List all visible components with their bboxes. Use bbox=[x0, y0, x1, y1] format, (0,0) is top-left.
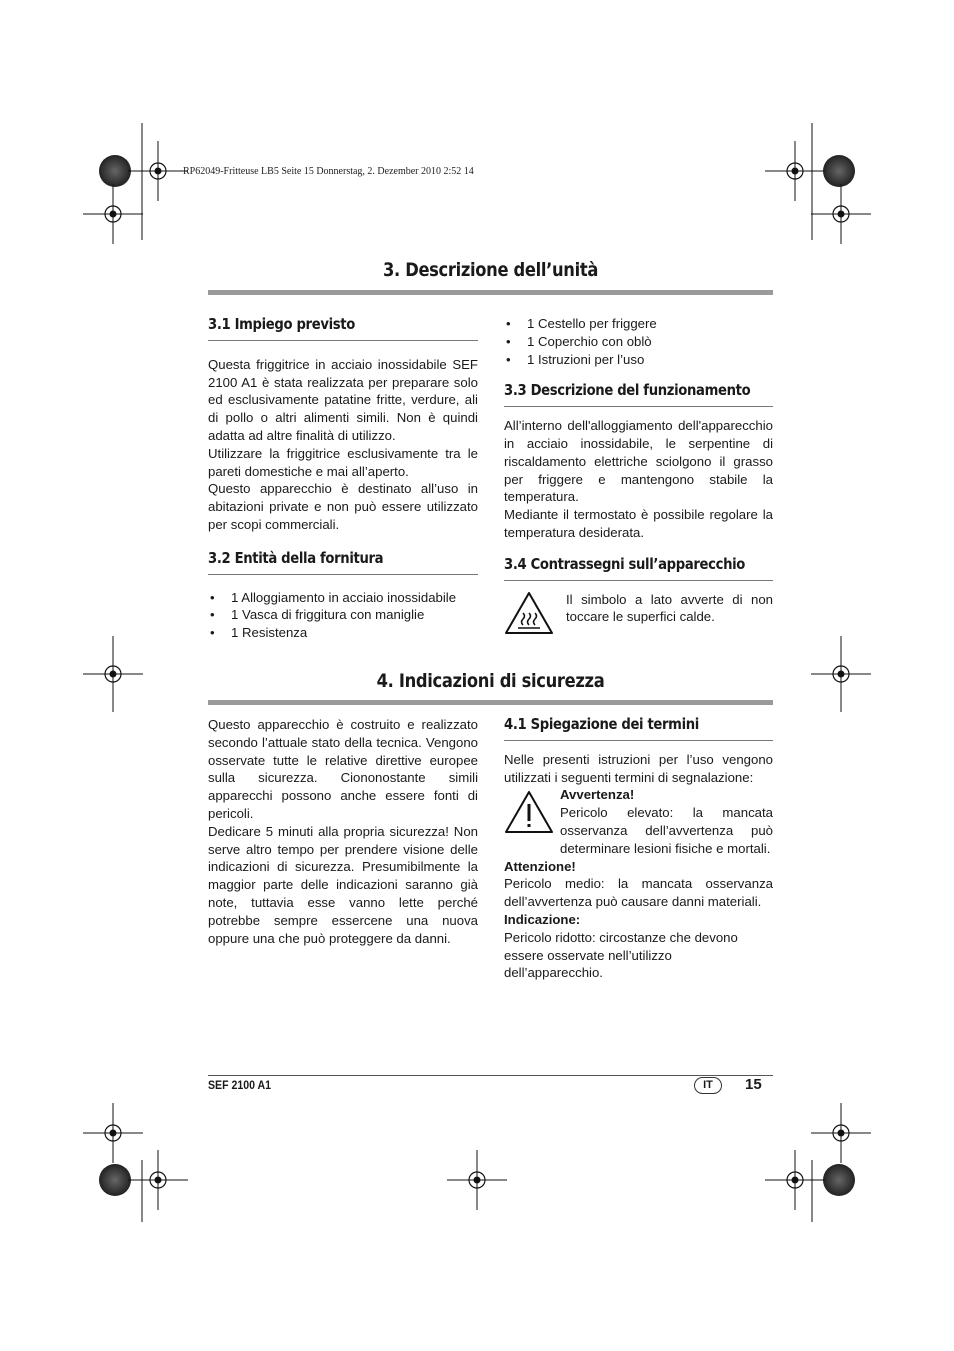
delivery-list bbox=[208, 589, 478, 642]
right-column-chapter-4 bbox=[504, 716, 773, 982]
safety-intro-1: Questo apparecchio è costruito e realizzato secondo l’attuale stato della tecnica. Vengono osservate tutte le relative direttive europee sulla sicurezza. Ciononostante simili apparecchi possono anche essere fonti di pericoli. bbox=[208, 717, 478, 821]
list-item: • 1 Cestello per friggere bbox=[504, 315, 773, 333]
delivery-list-continued bbox=[504, 315, 773, 368]
warning-text: Pericolo elevato: la mancata osservanza dell’avvertenza può determinare lesioni fisiche e mortali. bbox=[560, 805, 773, 856]
page-number: 15 bbox=[745, 1076, 762, 1093]
section-rule bbox=[504, 740, 773, 741]
hot-surface-warning-icon bbox=[504, 591, 554, 635]
language-badge: IT bbox=[694, 1077, 722, 1094]
warning-label: Avvertenza! bbox=[560, 787, 635, 803]
section-3-1-title: 3.1 Impiego previsto bbox=[208, 315, 355, 333]
safety-intro-2: Dedicare 5 minuti alla propria sicurezza! Non serve altro tempo per prendere visione delle indicazioni di sicurezza. Presumibilmente la maggior parte delle indicazioni saranno già note, tuttavia esse vanno lette perché potrebbe sempre essercene una nuova oppure una che può proteggere da danni. bbox=[208, 823, 478, 946]
section-rule bbox=[208, 340, 478, 341]
warning-definition-text bbox=[560, 786, 773, 857]
warning-exclamation-icon bbox=[504, 790, 554, 834]
section-3-1-p2: Utilizzare la friggitrice esclusivamente tra le pareti domestiche e mai all’aperto. bbox=[208, 445, 478, 479]
section-3-1-p3: Questo apparecchio è destinato all’uso in abitazioni private e non può essere utilizzato per scopi commerciali. bbox=[208, 481, 478, 532]
section-3-2-title: 3.2 Entità della fornitura bbox=[208, 548, 384, 567]
note-label: Indicazione: bbox=[504, 911, 581, 927]
chapter-3-bar bbox=[208, 290, 773, 295]
attention-text: Pericolo medio: la mancata osservanza dell’avvertenza può causare danni materiali. bbox=[504, 876, 773, 910]
chapter-4-title: 4. Indicazioni di sicurezza bbox=[376, 670, 605, 692]
section-3-3-p2: Mediante il termostato è possibile regolare la temperatura desiderata. bbox=[504, 507, 773, 540]
right-column-chapter-3 bbox=[504, 315, 773, 626]
left-column-chapter-4 bbox=[208, 716, 478, 947]
section-3-1-p1: Questa friggitrice in acciaio inossidabile SEF 2100 A1 è stata realizzata per preparare solo ed esclusivamente patatine fritte, verdure, ali di pollo o altri alimenti simili. Non è quindi adatta ad altre finalità di utilizzo. bbox=[208, 356, 478, 443]
section-3-3-title: 3.3 Descrizione del funzionamento bbox=[504, 381, 751, 400]
list-item: • 1 Coperchio con oblò bbox=[504, 333, 773, 351]
section-4-1-title: 4.1 Spiegazione dei termini bbox=[504, 715, 699, 733]
warning-definition bbox=[504, 786, 773, 857]
print-slug: RP62049-Fritteuse LB5 Seite 15 Donnerstag, 2. Dezember 2010 2:52 14 bbox=[183, 166, 474, 177]
section-rule bbox=[504, 406, 773, 407]
section-rule bbox=[504, 580, 773, 581]
section-3-3-p1: All’interno dell'alloggiamento dell'apparecchio in acciaio inossidabile, le serpentine di riscaldamento elettriche sciolgono il grasso per friggere e mantengono stabile la temperatura. bbox=[504, 418, 773, 505]
note-text: Pericolo ridotto: circostanze che devono essere osservate nell’utilizzo dell’apparecchio. bbox=[504, 929, 738, 981]
list-item: • 1 Resistenza bbox=[208, 624, 478, 642]
left-column-chapter-3 bbox=[208, 316, 478, 642]
chapter-4-bar bbox=[208, 700, 773, 705]
section-3-4-title: 3.4 Contrassegni sull’apparecchio bbox=[504, 554, 746, 573]
footer-model: SEF 2100 A1 bbox=[208, 1078, 272, 1092]
list-item: • 1 Alloggiamento in acciaio inossidabile bbox=[208, 589, 478, 607]
section-rule bbox=[208, 574, 478, 575]
hot-surface-text: Il simbolo a lato avverte di non toccare le superfici calde. bbox=[566, 591, 773, 625]
chapter-3-title: 3. Descrizione dell’unità bbox=[382, 259, 599, 281]
list-item: • 1 Vasca di friggitura con maniglie bbox=[208, 606, 478, 624]
terms-intro: Nelle presenti istruzioni per l’uso vengono utilizzati i seguenti termini di segnalazione: bbox=[504, 751, 773, 785]
hot-surface-block bbox=[504, 591, 773, 627]
attention-label: Attenzione! bbox=[504, 858, 576, 874]
list-item: • 1 Istruzioni per l’uso bbox=[504, 351, 773, 369]
footer-rule bbox=[208, 1075, 773, 1076]
